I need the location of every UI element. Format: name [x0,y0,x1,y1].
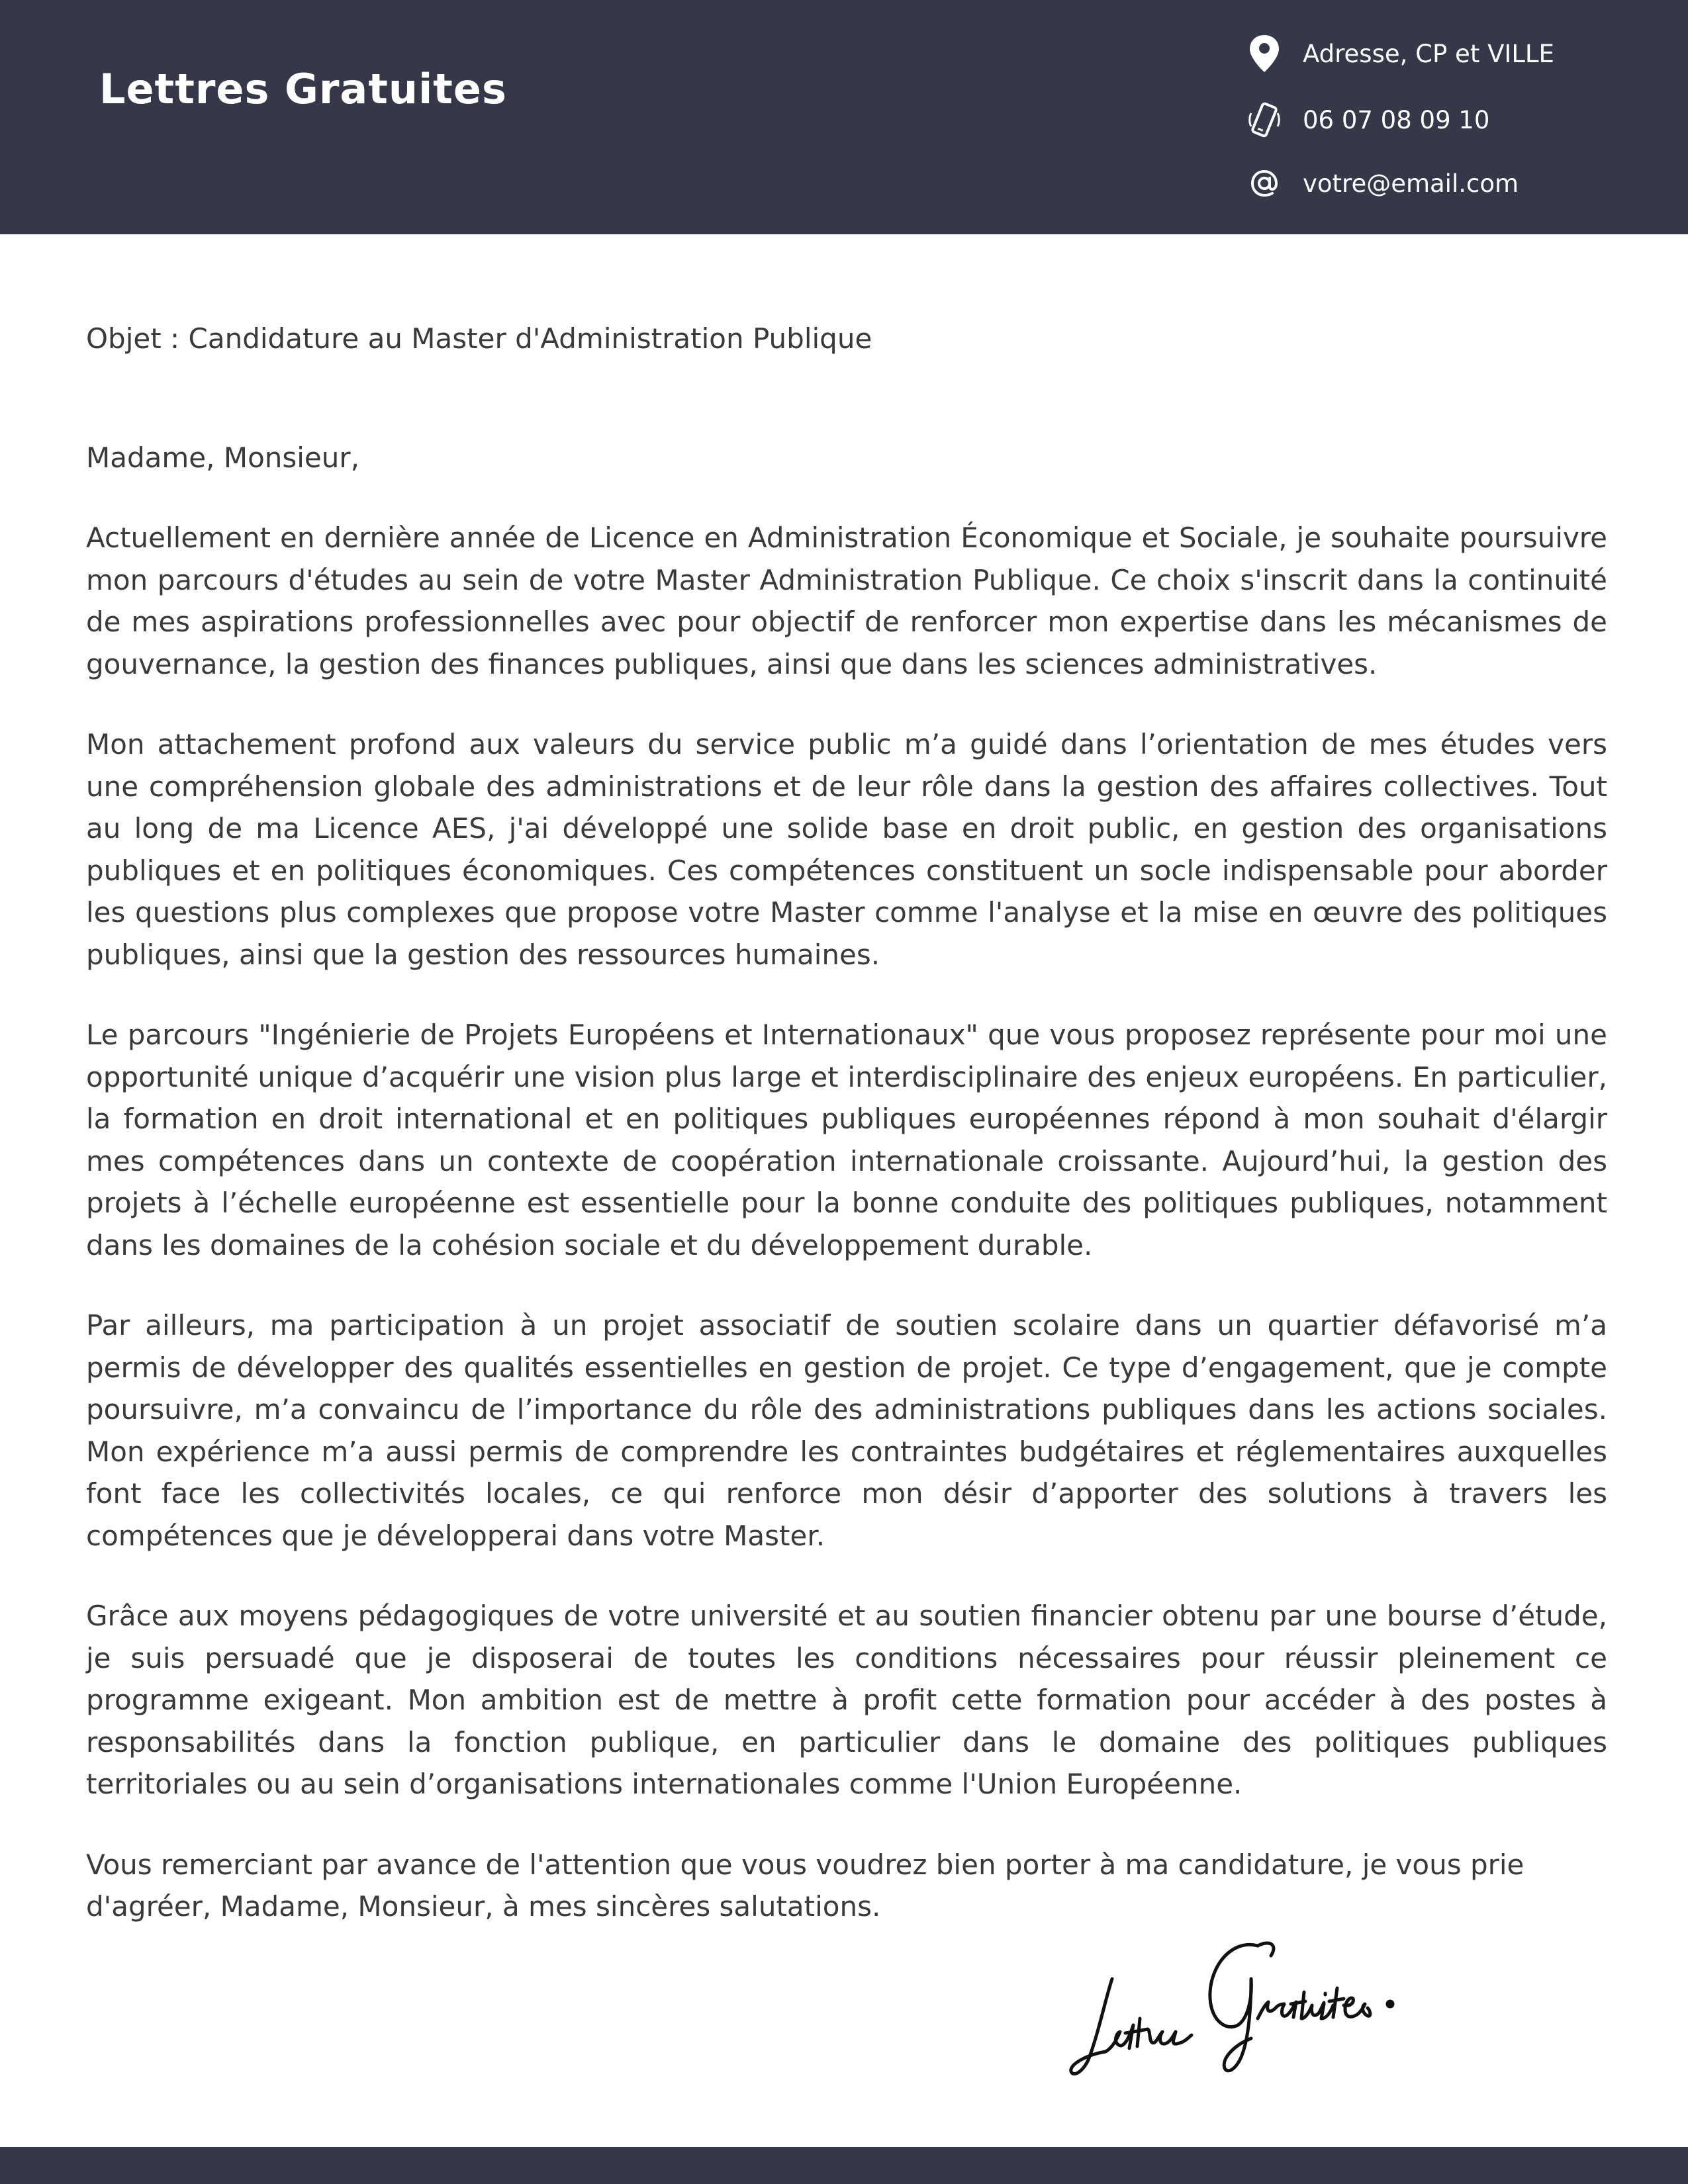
at-sign-icon [1244,163,1284,203]
letter-paragraph: Le parcours "Ingénierie de Projets Européens et Internationaux" que vous proposez représente pour moi une opportunité unique d’acquérir une vision plus large et interdisciplinaire des enjeux européens. En particulier, la formation en droit international et en politiques publiques européennes répond à mon souhait d'élargir mes compétences dans un contexte de coopération internationale croissante. Aujourd’hui, la gestion des projets à l’échelle européenne est essentielle pour la bonne conduite des politiques publiques, notamment dans les domaines de la cohésion sociale et du développement durable. [86,1019,1607,1261]
phone-icon [1244,100,1284,140]
handwritten-signature [1059,1919,1456,2098]
contact-email: votre@email.com [1303,169,1519,198]
contact-email-row [1244,160,1519,206]
contact-address-row [1244,30,1554,77]
contact-phone: 06 07 08 09 10 [1303,105,1490,134]
letter-subject: Objet : Candidature au Master d'Administration Publique [86,322,872,355]
contact-phone-row [1244,97,1489,143]
contact-address: Adresse, CP et VILLE [1303,39,1554,68]
letter-body [86,318,1607,1928]
footer-bar [0,2147,1688,2184]
letter-paragraph: Actuellement en dernière année de Licence en Administration Économique et Sociale, je souhaite poursuivre mon parcours d'études au sein de votre Master Administration Publique. Ce choix s'inscrit dans la continuité de mes aspirations professionnelles avec pour objectif de renforcer mon expertise dans les mécanismes de gouvernance, la gestion des finances publiques, ainsi que dans les sciences administratives. [86,522,1607,680]
letter-paragraph: Mon attachement profond aux valeurs du service public m’a guidé dans l’orientation de mes études vers une compréhension globale des administrations et de leur rôle dans la gestion des affaires collectives. Tout au long de ma Licence AES, j'ai développé une solide base en droit public, en gestion des organisations publiques et en politiques économiques. Ces compétences constituent un socle indispensable pour aborder les questions plus complexes que propose votre Master comme l'analyse et la mise en œuvre des politiques publiques, ainsi que la gestion des ressources humaines. [86,728,1607,971]
header-banner [0,0,1688,234]
letter-paragraph: Grâce aux moyens pédagogiques de votre université et au soutien financier obtenu par une bourse d’étude, je suis persuadé que je disposerai de toutes les conditions nécessaires pour réussir pleinement ce programme exigeant. Mon ambition est de mettre à profit cette formation pour accéder à des postes à responsabilités dans la fonction publique, en particulier dans le domaine des politiques publiques territoriales ou au sein d’organisations internationales comme l'Union Européenne. [86,1600,1607,1800]
letter-salutation: Madame, Monsieur, [86,441,360,474]
letter-paragraph: Par ailleurs, ma participation à un projet associatif de soutien scolaire dans un quartier défavorisé m’a permis de développer des qualités essentielles en gestion de projet. Ce type d’engagement, que je compte poursuivre, m’a convaincu de l’importance du rôle des administrations publiques dans les actions sociales. Mon expérience m’a aussi permis de comprendre les contraintes budgétaires et réglementaires auxquelles font face les collectivités locales, ce qui renforce mon désir d’apporter des solutions à travers les compétences que je développerai dans votre Master. [86,1309,1607,1552]
brand-title: Lettres Gratuites [99,65,507,113]
letter-closing: Vous remerciant par avance de l'attention que vous voudrez bien porter à ma candidature, je vous prie d'agréer, Madame, Monsieur, à mes sincères salutations. [86,1848,1524,1923]
location-pin-icon [1244,34,1284,73]
